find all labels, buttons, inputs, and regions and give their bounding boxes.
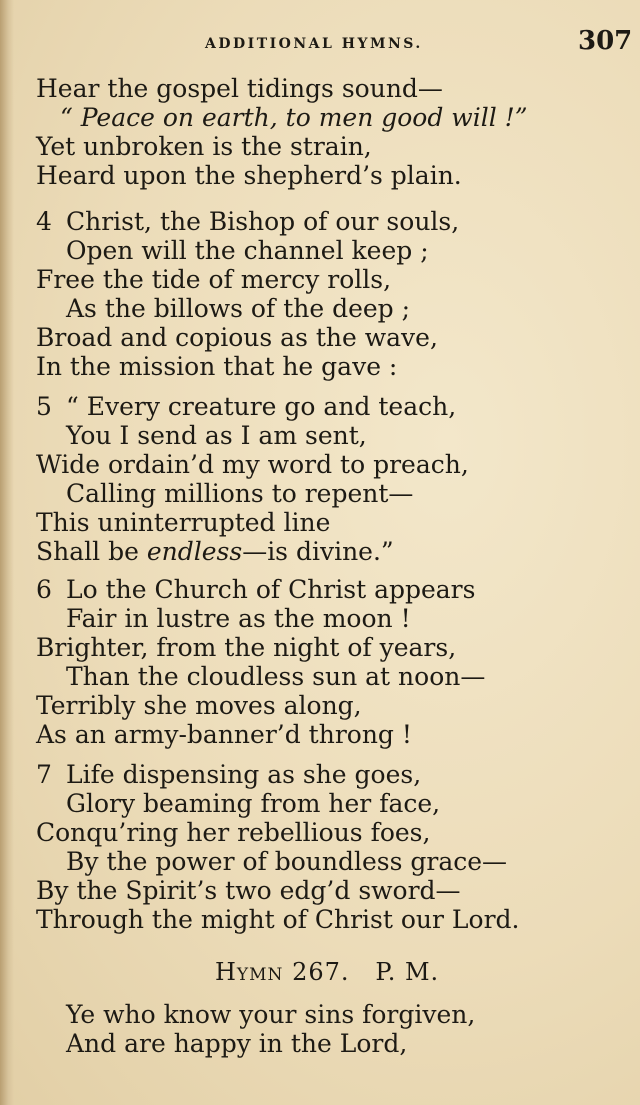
hymn-number: Hymn 267. [215,958,350,986]
verse-line: Hear the gospel tidings sound— [36,74,443,103]
verse-line: By the power of boundless grace— [66,847,508,876]
verse-line: Open will the channel keep ; [66,236,429,265]
verse-line: “ Every creature go and teach, [66,392,457,421]
stanza-number: 5 [36,392,52,421]
verse-line-quote: “ Peace on earth, to men good will !” [60,103,528,132]
page-spine-shadow [0,0,14,1105]
verse-line: Ye who know your sins forgiven, [66,1000,476,1029]
verse-line: You I send as I am sent, [66,421,367,450]
verse-line: As the billows of the deep ; [66,294,411,323]
verse-line: This uninterrupted line [36,508,331,537]
verse-line: Life dispensing as she goes, [66,760,422,789]
stanza-number: 6 [36,575,52,604]
page-number: 307 [578,26,633,56]
stanza-6-first-line [36,575,476,604]
verse-line: Wide ordain’d my word to preach, [36,450,469,479]
verse-line: As an army-banner’d throng ! [36,720,412,749]
verse-line: Glory beaming from her face, [66,789,441,818]
running-title: ADDITIONAL HYMNS. [205,36,423,52]
verse-line: Lo the Church of Christ appears [66,575,476,604]
verse-line: Broad and copious as the wave, [36,323,438,352]
verse-line: Christ, the Bishop of our souls, [66,207,460,236]
verse-text: Shall be [36,537,139,566]
verse-line: Free the tide of mercy rolls, [36,265,392,294]
verse-line: Heard upon the shepherd’s plain. [36,161,462,190]
verse-line: Calling millions to repent— [66,479,414,508]
verse-line: Brighter, from the night of years, [36,633,457,662]
verse-line: In the mission that he gave : [36,352,398,381]
verse-line: And are happy in the Lord, [66,1029,408,1058]
verse-line: Through the might of Christ our Lord. [36,905,520,934]
hymn-meter: P. M. [375,958,440,986]
verse-line: By the Spirit’s two edg’d sword— [36,876,461,905]
stanza-number: 7 [36,760,52,789]
hymn-heading [215,958,439,986]
verse-line: Conqu’ring her rebellious foes, [36,818,431,847]
stanza-number: 4 [36,207,52,236]
verse-line-with-italic [36,537,394,566]
verse-line: Fair in lustre as the moon ! [66,604,411,633]
verse-line: Yet unbroken is the strain, [36,132,372,161]
verse-line: Than the cloudless sun at noon— [66,662,486,691]
stanza-7-first-line [36,760,422,789]
stanza-5-first-line [36,392,457,421]
stanza-4-first-line [36,207,460,236]
verse-emphasis: endless [146,537,243,566]
verse-line: Terribly she moves along, [36,691,362,720]
verse-text: —is divine.” [242,537,394,566]
